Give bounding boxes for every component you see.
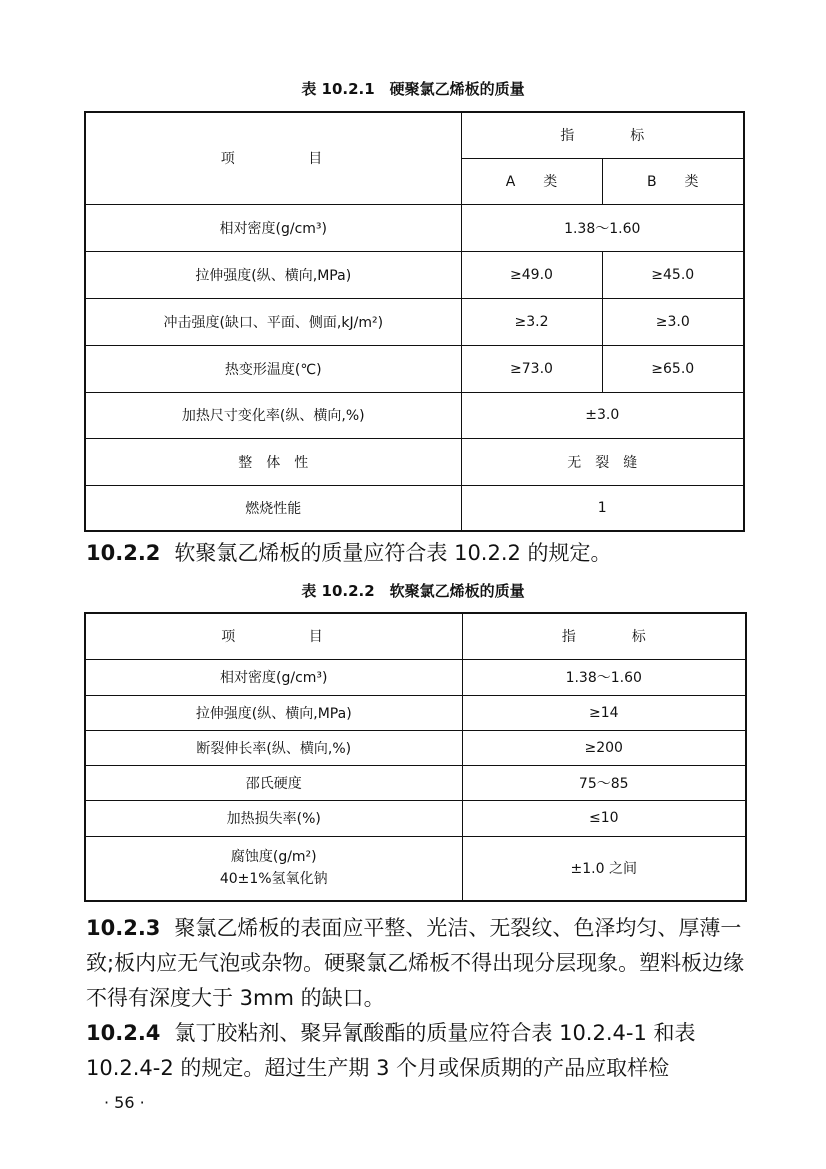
table1-row-b: ≥65.0 [602, 345, 744, 392]
clause-text: 氯丁胶粘剂、聚异氰酸酯的质量应符合表 10.2.4-1 和表 10.2.4-2 的规定。超过生产期 3 个月或保质期的产品应取样检 [86, 1021, 696, 1080]
table2-row-label [85, 836, 462, 901]
table1-row-value: ±3.0 [461, 392, 744, 438]
table1-header-b: B 类 [602, 158, 744, 204]
table2-caption: 表 10.2.2 软聚氯乙烯板的质量 [301, 582, 525, 600]
table1-row-a: ≥3.2 [461, 298, 602, 345]
table2 [84, 612, 747, 902]
table1-row-b: ≥3.0 [602, 298, 744, 345]
table2-row-value: ±1.0 之间 [462, 836, 746, 901]
table-row [85, 800, 746, 836]
clause-text: 聚氯乙烯板的表面应平整、光洁、无裂纹、色泽均匀、厚薄一致;板内应无气泡或杂物。硬聚氯乙烯板不得出现分层现象。塑料板边缘不得有深度大于 3mm 的缺口。 [86, 916, 745, 1010]
table1-row-a: ≥49.0 [461, 251, 602, 298]
table2-row-value: 75～85 [462, 765, 746, 800]
table1-row-value: 1 [461, 485, 744, 531]
table2-row-label-line2: 40±1%氢氧化钠 [219, 871, 328, 888]
page-number: · 56 · [104, 1093, 145, 1112]
clause-number: 10.2.2 [86, 541, 161, 565]
paragraph-10-2-2 [86, 536, 746, 571]
table1-row-label: 燃烧性能 [85, 485, 461, 531]
table-row [85, 765, 746, 800]
table1-row-label: 加热尺寸变化率(纵、横向,%) [85, 392, 461, 438]
table-row [85, 345, 744, 392]
table1-row-label: 热变形温度(℃) [85, 345, 461, 392]
table2-row-value: ≤10 [462, 800, 746, 836]
table1-row-b: ≥45.0 [602, 251, 744, 298]
table1-row-value: 无 裂 缝 [461, 438, 744, 485]
table1 [84, 111, 745, 532]
table1-header-item: 项 目 [85, 112, 461, 204]
table-row [85, 659, 746, 695]
table2-row-value: ≥200 [462, 730, 746, 765]
clause-text: 软聚氯乙烯板的质量应符合表 10.2.2 的规定。 [174, 541, 612, 565]
table2-row-value: 1.38～1.60 [462, 659, 746, 695]
table1-row-label: 相对密度(g/cm³) [85, 204, 461, 251]
table-row [85, 298, 744, 345]
table-row [85, 730, 746, 765]
table1-header-index: 指 标 [461, 112, 744, 158]
table-row [85, 485, 744, 531]
table1-header-a: A 类 [461, 158, 602, 204]
table1-row-value: 1.38～1.60 [461, 204, 744, 251]
table2-row-label: 相对密度(g/cm³) [85, 659, 462, 695]
table-row [85, 836, 746, 901]
table2-row-label: 加热损失率(%) [85, 800, 462, 836]
table1-row-a: ≥73.0 [461, 345, 602, 392]
table2-row-label: 邵氏硬度 [85, 765, 462, 800]
table-row [85, 695, 746, 730]
table-row [85, 204, 744, 251]
table-row [85, 438, 744, 485]
paragraph-10-2-4 [86, 1016, 746, 1086]
table2-header-index: 指 标 [462, 613, 746, 659]
table-row [85, 392, 744, 438]
table1-row-label: 冲击强度(缺口、平面、侧面,kJ/m²) [85, 298, 461, 345]
clause-number: 10.2.4 [86, 1021, 161, 1045]
table2-row-value: ≥14 [462, 695, 746, 730]
table1-caption: 表 10.2.1 硬聚氯乙烯板的质量 [301, 80, 525, 98]
table1-row-label: 整 体 性 [85, 438, 461, 485]
table1-row-label: 拉伸强度(纵、横向,MPa) [85, 251, 461, 298]
table2-row-label: 拉伸强度(纵、横向,MPa) [85, 695, 462, 730]
table2-row-label-line1: 腐蚀度(g/m²) [230, 849, 317, 866]
table2-header-item: 项 目 [85, 613, 462, 659]
clause-number: 10.2.3 [86, 916, 161, 940]
paragraph-10-2-3 [86, 911, 746, 1016]
table2-row-label: 断裂伸长率(纵、横向,%) [85, 730, 462, 765]
table-row [85, 251, 744, 298]
